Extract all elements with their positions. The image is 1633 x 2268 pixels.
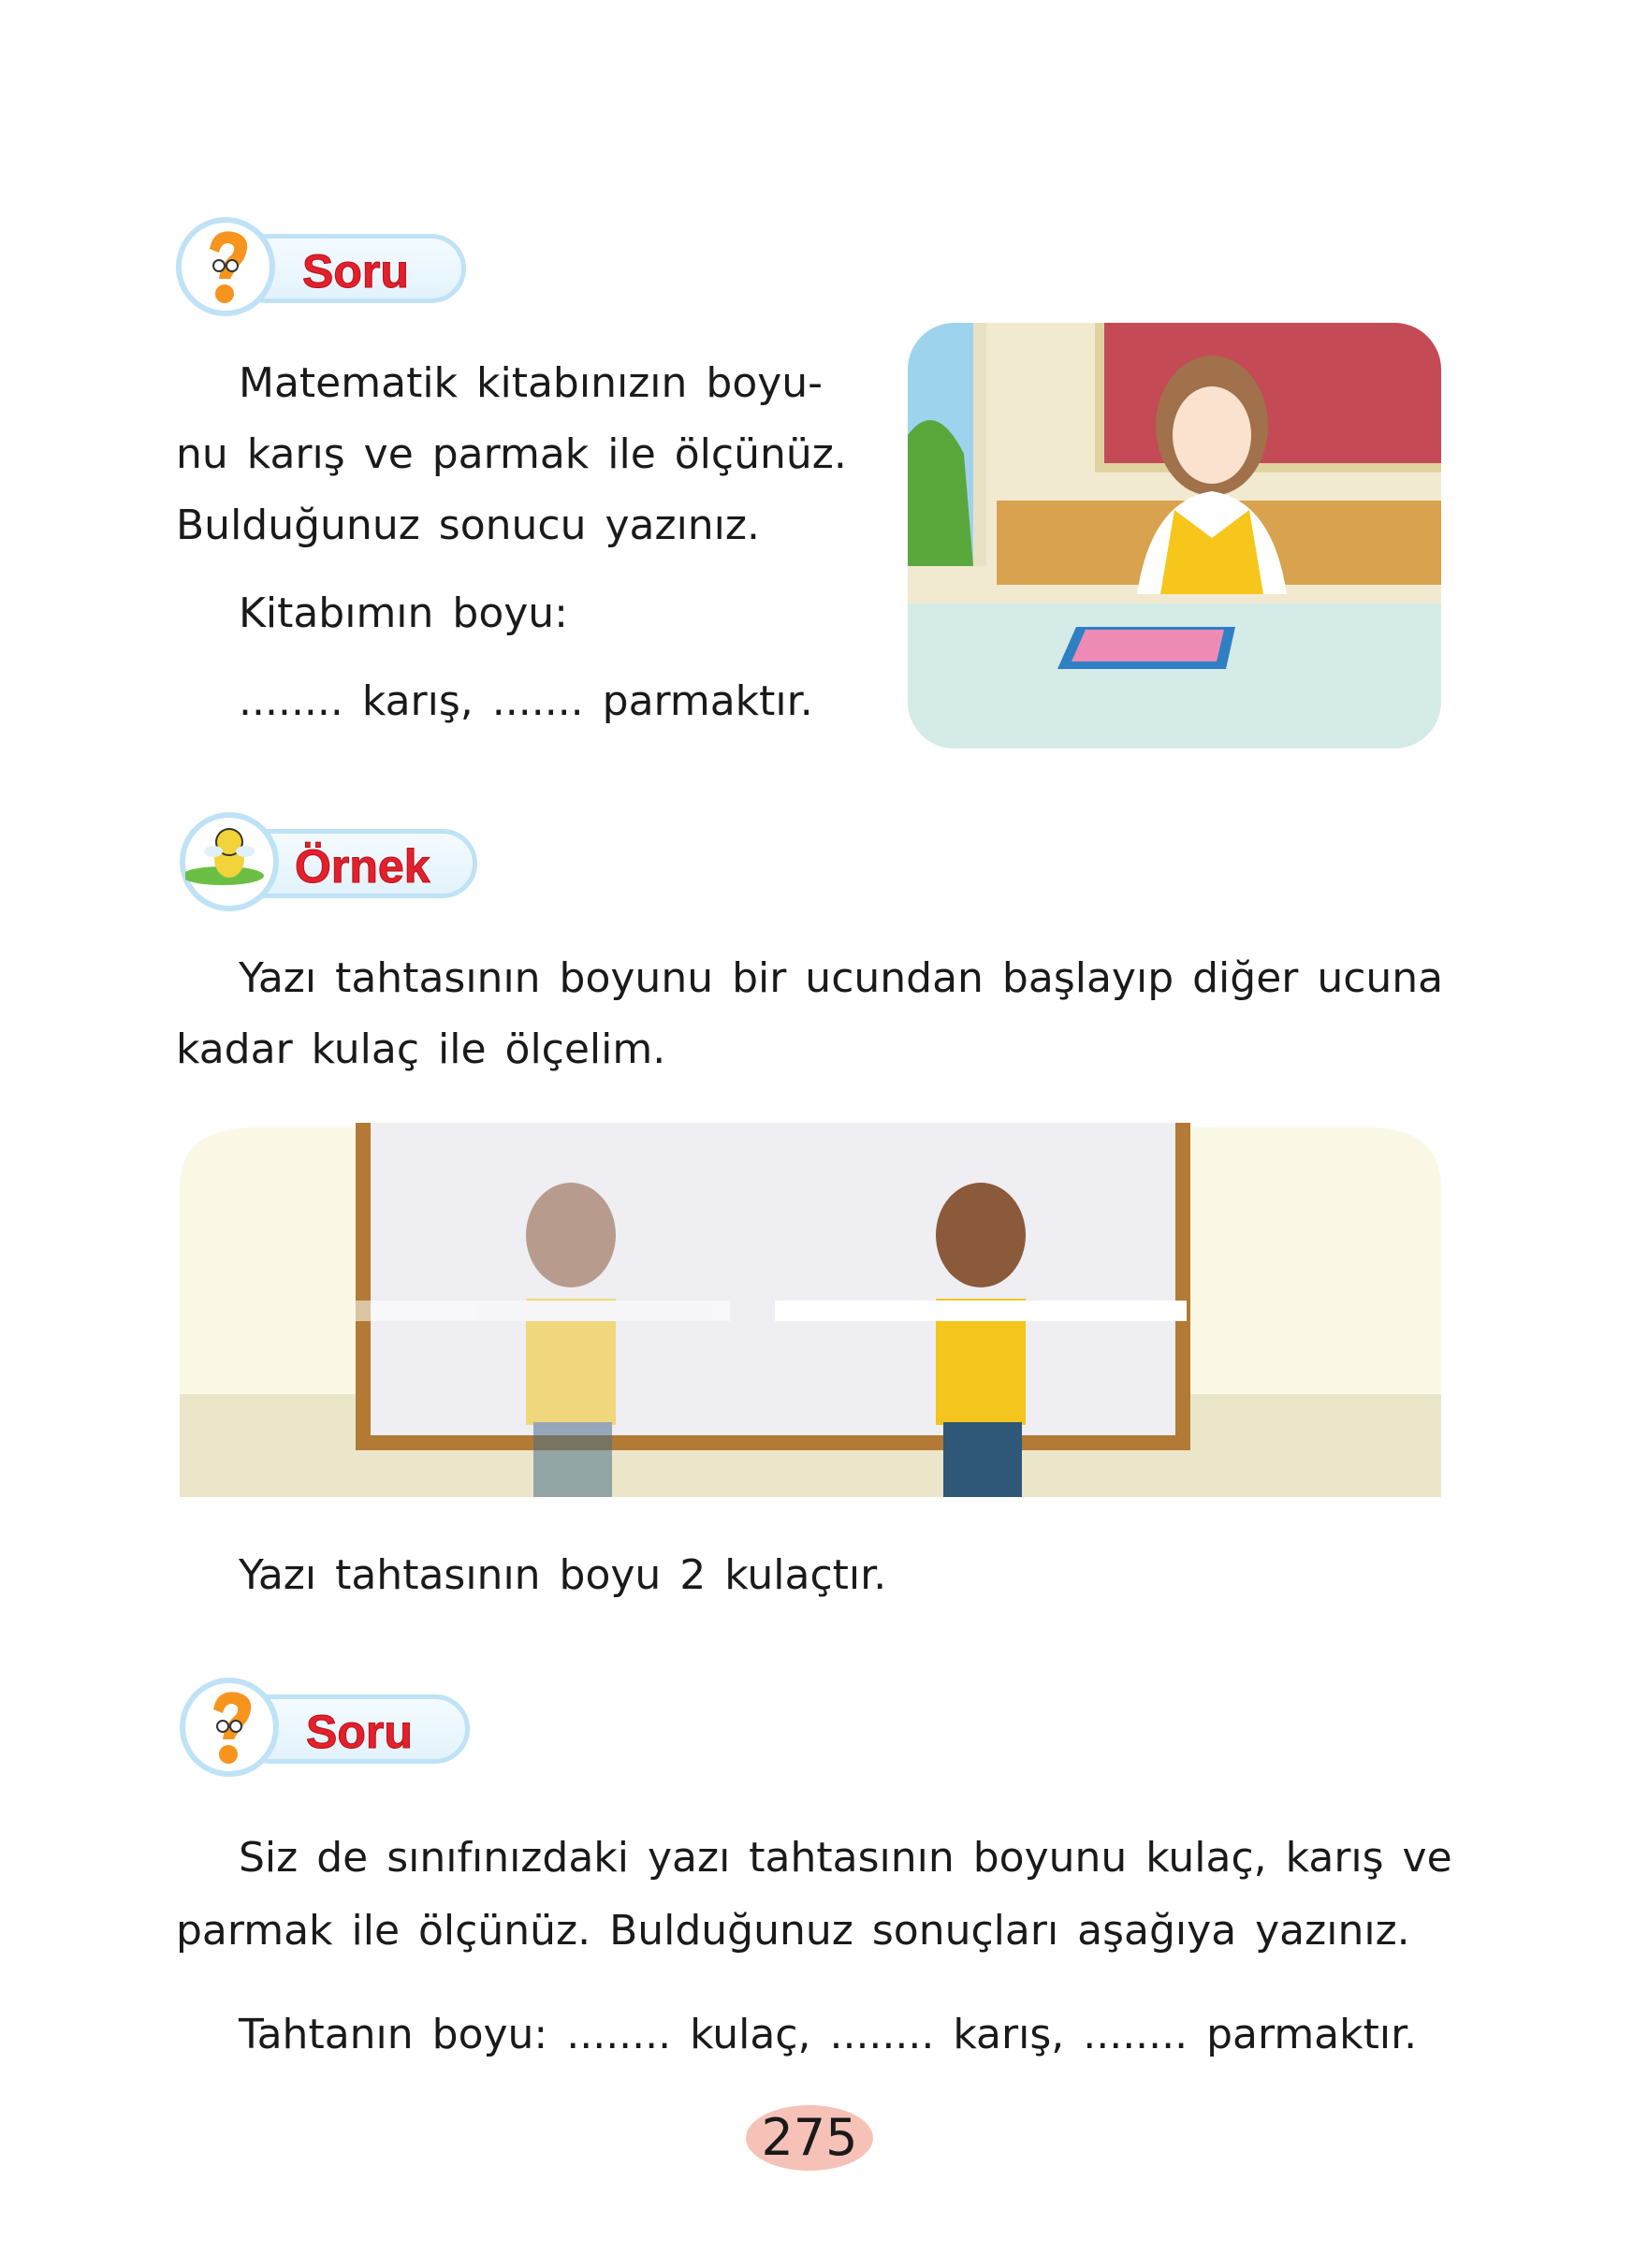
question2-line-1: Siz de sınıfınızdaki yazı tahtasının boyunu kulaç, karış ve <box>239 1834 1452 1882</box>
soru-badge <box>176 217 475 320</box>
badge-label: Soru <box>302 245 409 298</box>
question1-line-2: nu karış ve parmak ile ölçünüz. <box>176 430 847 478</box>
question1-answer-label: Kitabımın boyu: <box>239 589 569 637</box>
bee-mascot-icon <box>180 812 279 911</box>
question1-line-3: Bulduğunuz sonucu yazınız. <box>176 502 760 549</box>
question2-answer-line: Tahtanın boyu: ........ kulaç, ........ karış, ........ parmaktır. <box>239 2011 1418 2058</box>
question-mark-mascot-icon <box>180 1678 279 1777</box>
example-line-2: kadar kulaç ile ölçelim. <box>176 1025 666 1073</box>
girls-measuring-board-illustration <box>180 1113 1441 1502</box>
soru-badge <box>180 1678 479 1781</box>
question1-answer-line: ........ karış, ....... parmaktır. <box>239 677 813 725</box>
question1-line-1: Matematik kitabınızın boyu- <box>239 359 824 407</box>
girl-measuring-book-illustration <box>908 323 1441 749</box>
page-number: 275 <box>746 2105 873 2171</box>
question2-line-2: parmak ile ölçünüz. Bulduğunuz sonuçları aşağıya yazınız. <box>176 1907 1410 1955</box>
ornek-badge <box>168 812 477 915</box>
example-result: Yazı tahtasının boyu 2 kulaçtır. <box>239 1551 887 1599</box>
example-line-1: Yazı tahtasının boyunu bir ucundan başlayıp diğer ucuna <box>239 954 1444 1002</box>
question-mark-mascot-icon <box>176 217 275 316</box>
badge-label: Soru <box>306 1706 413 1758</box>
badge-label: Örnek <box>295 840 430 893</box>
